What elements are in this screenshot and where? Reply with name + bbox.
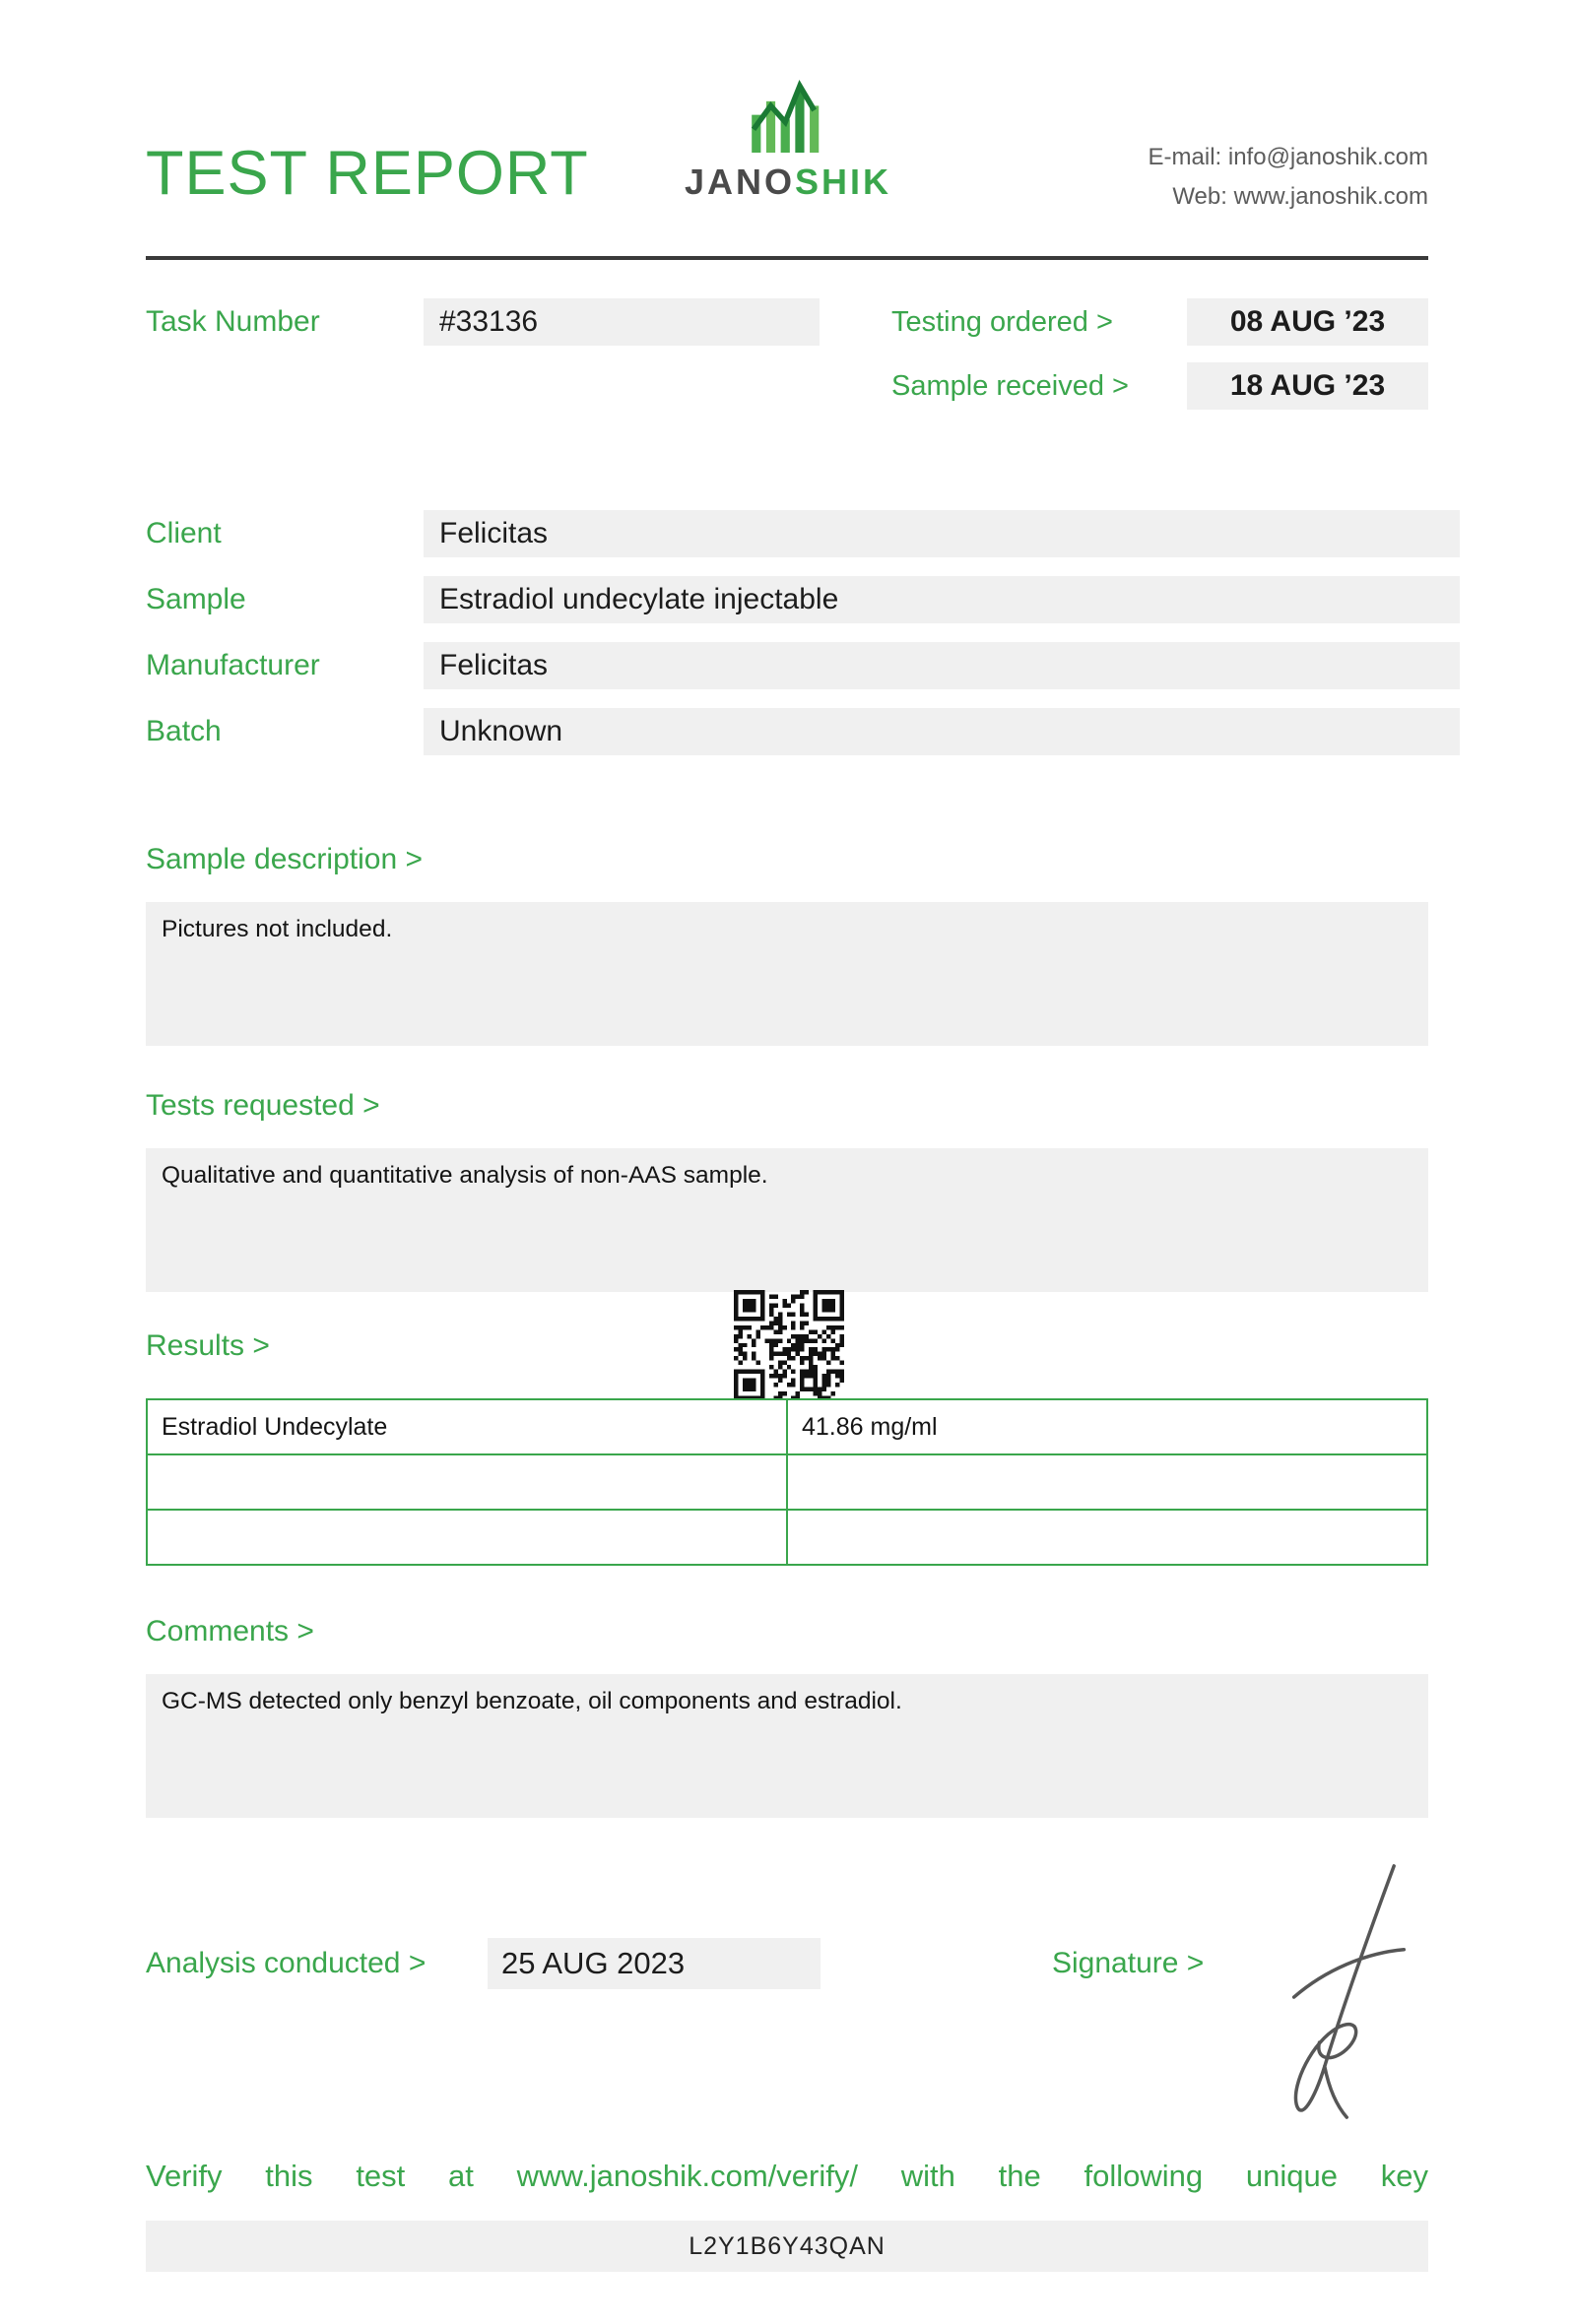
results-heading: Results >: [146, 1329, 270, 1362]
client-value: Felicitas: [424, 510, 1460, 557]
sample-value: Estradiol undecylate injectable: [424, 576, 1460, 623]
task-number-value: #33136: [424, 298, 820, 346]
sample-description-text: Pictures not included.: [162, 916, 393, 942]
verify-instruction: Verify this test at www.janoshik.com/verify/ with the following unique key: [146, 2159, 1428, 2193]
web-value: www.janoshik.com: [1233, 183, 1428, 210]
result-analyte: Estradiol Undecylate: [147, 1399, 787, 1454]
result-value: [787, 1454, 1427, 1510]
unique-key-value: L2Y1B6Y43QAN: [689, 2231, 886, 2260]
analysis-conducted-value: 25 AUG 2023: [488, 1938, 821, 1989]
results-table: [146, 1398, 1428, 1566]
comments-text: GC-MS detected only benzyl benzoate, oil components and estradiol.: [162, 1688, 902, 1714]
logo-text-jano: JANO: [684, 161, 795, 202]
tests-requested-heading: Tests requested >: [146, 1089, 380, 1122]
contact-info: [1149, 138, 1428, 217]
batch-label: Batch: [146, 715, 222, 747]
result-value: 41.86 mg/ml: [787, 1399, 1427, 1454]
tests-requested-text: Qualitative and quantitative analysis of non-AAS sample.: [162, 1162, 768, 1189]
batch-value: Unknown: [424, 708, 1460, 755]
unique-key-bar: [146, 2221, 1428, 2272]
janoshik-logo: [630, 77, 946, 203]
result-value: [787, 1510, 1427, 1565]
sample-received-value: 18 AUG ’23: [1187, 362, 1428, 410]
email-value: info@janoshik.com: [1227, 144, 1428, 170]
client-label: Client: [146, 517, 222, 549]
web-label: Web:: [1172, 183, 1227, 210]
analysis-conducted-label: Analysis conducted >: [146, 1947, 427, 1979]
logo-text-shik: SHIK: [795, 161, 892, 202]
logo-wordmark: [630, 161, 946, 203]
sample-received-label: Sample received >: [891, 369, 1129, 402]
contact-email-line: [1149, 138, 1428, 177]
results-row: [147, 1454, 1427, 1510]
results-row: [147, 1399, 1427, 1454]
signature-label: Signature >: [1052, 1947, 1205, 1979]
header-divider: [146, 256, 1428, 260]
result-analyte: [147, 1454, 787, 1510]
task-number-label: Task Number: [146, 305, 320, 338]
sample-description-box: [146, 902, 1428, 1046]
manufacturer-value: Felicitas: [424, 642, 1460, 689]
tests-requested-box: [146, 1148, 1428, 1292]
email-label: E-mail:: [1148, 144, 1222, 170]
sample-description-heading: Sample description >: [146, 843, 423, 875]
sample-label: Sample: [146, 583, 246, 615]
testing-ordered-label: Testing ordered >: [891, 305, 1113, 338]
page-title: TEST REPORT: [146, 139, 589, 208]
comments-box: [146, 1674, 1428, 1818]
contact-web-line: [1149, 177, 1428, 217]
testing-ordered-value: 08 AUG ’23: [1187, 298, 1428, 346]
result-analyte: [147, 1510, 787, 1565]
comments-heading: Comments >: [146, 1615, 314, 1647]
signature-image: [1250, 1836, 1448, 2153]
qr-code: [734, 1290, 844, 1400]
bar-chart-logo-icon: [743, 77, 833, 160]
results-row: [147, 1510, 1427, 1565]
manufacturer-label: Manufacturer: [146, 649, 320, 681]
